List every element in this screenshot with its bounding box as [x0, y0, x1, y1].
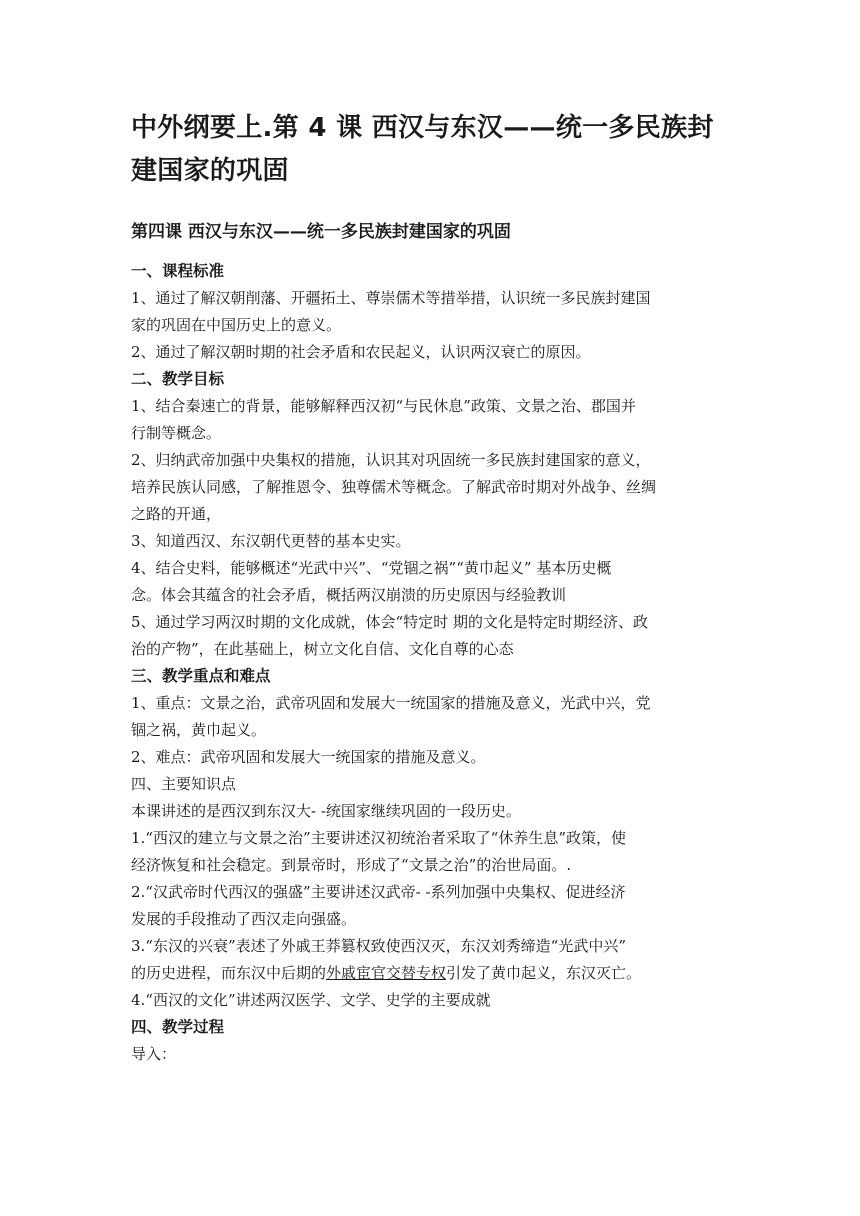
paragraph-line: 之路的开通，	[131, 505, 222, 523]
paragraph-line: 4、结合史料，能够概述“光武中兴”、“党锢之祸”“黄巾起义” 基本历史概	[131, 559, 612, 577]
section-heading-knowledge-points: 四、主要知识点	[131, 775, 237, 793]
section-heading-course-standard: 一、课程标准	[131, 262, 225, 280]
paragraph-line: 行制等概念。	[131, 424, 222, 442]
paragraph-line: 1、重点：文景之治，武帝巩固和发展大一统国家的措施及意义，光武中兴，党	[131, 694, 651, 712]
paragraph-line: 2.“汉武帝时代西汉的强盛”主要讲述汉武帝- -系列加强中央集权、促进经济	[131, 883, 626, 901]
paragraph-line: 2、通过了解汉朝时期的社会矛盾和农民起义，认识两汉衰亡的原因。	[131, 343, 591, 361]
paragraph-line: 3.“东汉的兴衰”表述了外戚王莽篡权致使西汉灭，东汉刘秀缔造“光武中兴”	[131, 937, 626, 955]
section-heading-teaching-goals: 二、教学目标	[131, 370, 225, 388]
document-body	[131, 258, 731, 1068]
paragraph-line: 1、结合秦速亡的背景，能够解释西汉初“与民休息”政策、文景之治、郡国并	[131, 397, 636, 415]
paragraph-line: 治的产物”，在此基础上，树立文化自信、文化自尊的心态	[131, 640, 514, 658]
paragraph-line: 本课讲述的是西汉到东汉大- -统国家继续巩固的一段历史。	[131, 802, 521, 820]
paragraph-line: 1、通过了解汉朝削藩、开疆拓土、尊崇儒术等措举措，认识统一多民族封建国	[131, 289, 651, 307]
paragraph-line: 家的巩固在中国历史上的意义。	[131, 316, 342, 334]
paragraph-line: 导入：	[131, 1045, 177, 1063]
text-segment: 的历史进程，而东汉中后期的	[131, 964, 327, 982]
paragraph-line: 5、通过学习两汉时期的文化成就，体会“特定时 期的文化是特定时期经济、政	[131, 613, 648, 631]
section-heading-teaching-process: 四、教学过程	[131, 1018, 225, 1036]
paragraph-line: 经济恢复和社会稳定。到景帝时，形成了“文景之治”的治世局面。.	[131, 856, 572, 874]
paragraph-line: 2、难点：武帝巩固和发展大一统国家的措施及意义。	[131, 748, 486, 766]
section-heading-key-points: 三、教学重点和难点	[131, 667, 271, 685]
paragraph-line: 3、知道西汉、东汉朝代更替的基本史实。	[131, 532, 411, 550]
paragraph-line: 培养民族认同感，了解推恩令、独尊儒术等概念。了解武帝时期对外战争、丝绸	[131, 478, 657, 496]
paragraph-line: 发展的手段推动了西汉走向强盛。	[131, 910, 357, 928]
underlined-text: 外戚宦官交替专权	[326, 964, 447, 982]
text-segment: 引发了黄巾起义，东汉灭亡。	[446, 964, 642, 982]
paragraph-line	[131, 960, 731, 987]
paragraph-line: 念。体会其蕴含的社会矛盾，概括两汉崩溃的历史原因与经验教训	[131, 586, 567, 604]
document-title: 中外纲要上.第 4 课 西汉与东汉——统一多民族封建国家的巩固	[131, 113, 714, 186]
paragraph-line: 4.“西汉的文化”讲述两汉医学、文学、史学的主要成就	[131, 991, 491, 1009]
paragraph-line: 1.“西汉的建立与文景之治”主要讲述汉初统治者采取了“休养生息”政策，使	[131, 829, 626, 847]
paragraph-line: 2、归纳武帝加强中央集权的措施，认识其对巩固统一多民族封建国家的意义，	[131, 451, 651, 469]
lesson-title: 第四课 西汉与东汉——统一多民族封建国家的巩固	[131, 222, 511, 242]
paragraph-line: 锢之祸，黄巾起义。	[131, 721, 267, 739]
